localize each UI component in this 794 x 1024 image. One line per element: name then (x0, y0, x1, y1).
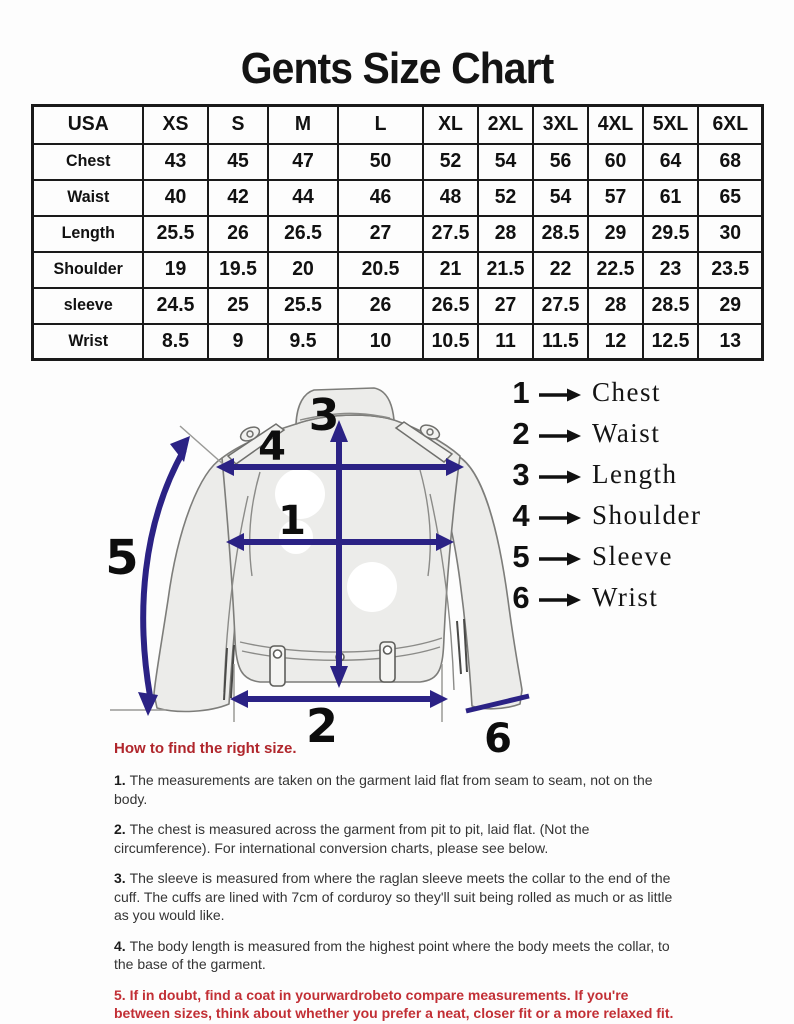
row-label: Waist (34, 180, 141, 216)
size-cell: 26.5 (423, 288, 476, 324)
size-cell: 45 (208, 144, 266, 180)
instruction-item (114, 986, 676, 1023)
size-cell: 20.5 (339, 252, 421, 288)
size-column-header: USA (34, 106, 141, 144)
size-cell: 28.5 (643, 288, 696, 324)
size-cell: 22 (533, 252, 586, 288)
size-cell: 44 (269, 180, 337, 216)
size-cell: 26 (339, 288, 421, 324)
size-cell: 61 (643, 180, 696, 216)
legend-label: Shoulder (592, 500, 702, 530)
size-column-header: 3XL (533, 106, 586, 144)
size-cell: 48 (423, 180, 476, 216)
size-column-header: M (269, 106, 337, 144)
size-cell: 57 (588, 180, 641, 216)
size-cell: 24.5 (143, 288, 206, 324)
size-column-header: 6XL (698, 106, 761, 144)
page-title: Gents Size Chart (240, 44, 554, 93)
size-cell: 30 (698, 216, 761, 252)
size-cell: 52 (423, 144, 476, 180)
right-arrow-icon (538, 510, 582, 526)
legend-label: Wrist (592, 582, 659, 612)
size-column-header: 5XL (643, 106, 696, 144)
size-cell: 28 (478, 216, 531, 252)
size-cell: 28 (588, 288, 641, 324)
instruction-number: 4. (114, 937, 130, 954)
size-cell: 64 (643, 144, 696, 180)
marker-waist: 2 (305, 699, 339, 753)
size-column-header: XS (143, 106, 206, 144)
size-cell: 50 (339, 144, 421, 180)
instructions-section (114, 740, 676, 1024)
size-cell: 25.5 (269, 288, 337, 324)
instruction-item (114, 771, 676, 808)
instruction-number: 3. (114, 870, 130, 886)
size-cell: 9 (208, 324, 266, 360)
legend-number: 1 (512, 374, 530, 410)
size-cell: 27 (339, 216, 421, 252)
instruction-text: The measurements are taken on the garment laid flat from seam to seam, not on the body. (114, 772, 653, 807)
marker-sleeve: 5 (105, 530, 139, 586)
size-table-head-row (33, 106, 763, 144)
size-cell: 42 (208, 180, 266, 216)
size-cell: 22.5 (588, 252, 641, 288)
size-cell: 60 (588, 144, 641, 180)
marker-shoulder: 4 (258, 424, 286, 470)
legend-label: Chest (592, 377, 662, 407)
size-cell: 40 (143, 180, 206, 216)
instruction-item (114, 869, 676, 925)
legend-number: 4 (512, 497, 530, 533)
table-row (33, 288, 763, 324)
legend (506, 372, 786, 618)
size-cell: 12 (588, 324, 641, 360)
size-cell: 26.5 (269, 216, 337, 252)
size-table-body (33, 144, 763, 360)
row-label: Wrist (34, 324, 141, 360)
size-cell: 28.5 (533, 216, 586, 252)
size-cell: 29.5 (643, 216, 696, 252)
size-cell: 19.5 (208, 252, 266, 288)
size-column-header: 4XL (588, 106, 641, 144)
row-label: Chest (34, 144, 141, 180)
legend-number: 3 (512, 456, 530, 492)
legend-label: Length (592, 459, 678, 489)
right-arrow-icon (538, 592, 582, 608)
size-cell: 54 (478, 144, 531, 180)
size-cell: 47 (269, 144, 337, 180)
right-arrow-icon (538, 387, 582, 403)
size-cell: 65 (698, 180, 761, 216)
legend-number: 2 (512, 415, 530, 451)
legend-item (506, 372, 786, 413)
size-cell: 27.5 (533, 288, 586, 324)
size-cell: 27 (478, 288, 531, 324)
size-cell: 68 (698, 144, 761, 180)
size-cell: 56 (533, 144, 586, 180)
legend-item (506, 413, 786, 454)
size-cell: 46 (339, 180, 421, 216)
size-column-header: XL (423, 106, 476, 144)
size-cell: 13 (698, 324, 761, 360)
marker-wrist: 6 (484, 716, 512, 756)
table-row (33, 144, 763, 180)
size-cell: 54 (533, 180, 586, 216)
size-cell: 29 (588, 216, 641, 252)
legend-number: 6 (512, 579, 530, 615)
table-row (33, 252, 763, 288)
legend-item (506, 454, 786, 495)
size-cell: 20 (269, 252, 337, 288)
size-table (31, 104, 764, 361)
size-cell: 27.5 (423, 216, 476, 252)
table-row (33, 324, 763, 360)
instruction-number: 2. (114, 821, 130, 837)
size-cell: 52 (478, 180, 531, 216)
legend-item (506, 536, 786, 577)
marker-chest: 1 (278, 498, 306, 544)
size-column-header: S (208, 106, 266, 144)
instruction-number: 5. (114, 986, 130, 1003)
size-cell: 9.5 (269, 324, 337, 360)
size-cell: 11.5 (533, 324, 586, 360)
legend-item (506, 577, 786, 618)
size-cell: 10.5 (423, 324, 476, 360)
right-arrow-icon (538, 551, 582, 567)
size-cell: 19 (143, 252, 206, 288)
legend-label: Waist (592, 418, 661, 448)
size-cell: 29 (698, 288, 761, 324)
instruction-text: The chest is measured across the garment from pit to pit, laid flat. (Not the circumference). For international conversion charts, please see below. (114, 821, 590, 856)
size-cell: 43 (143, 144, 206, 180)
size-cell: 12.5 (643, 324, 696, 360)
size-cell: 21 (423, 252, 476, 288)
size-cell: 25.5 (143, 216, 206, 252)
size-column-header: L (339, 106, 421, 144)
instruction-list (114, 771, 676, 1023)
size-cell: 10 (339, 324, 421, 360)
right-arrow-icon (538, 469, 582, 485)
instruction-text: If in doubt, find a coat in yourwardrobeto compare measurements. If you're between sizes, think about whether you prefer a neat, closer fit or a more relaxed fit. (114, 986, 674, 1021)
instruction-item (114, 937, 676, 974)
size-cell: 23.5 (698, 252, 761, 288)
row-label: sleeve (34, 288, 141, 324)
instruction-text: The body length is measured from the highest point where the body meets the collar, to the base of the garment. (114, 937, 670, 972)
row-label: Length (34, 216, 141, 252)
size-cell: 21.5 (478, 252, 531, 288)
legend-label: Sleeve (592, 541, 673, 571)
right-arrow-icon (538, 428, 582, 444)
jacket-diagram (100, 374, 530, 756)
instruction-number: 1. (114, 772, 130, 788)
legend-number: 5 (512, 538, 530, 574)
size-column-header: 2XL (478, 106, 531, 144)
size-cell: 25 (208, 288, 266, 324)
size-cell: 23 (643, 252, 696, 288)
instruction-item (114, 820, 676, 857)
instruction-text: The sleeve is measured from where the raglan sleeve meets the collar to the end of the cuff. The cuffs are lined with 7cm of corduroy so they'll suit being rolled as much or as little as you would like. (114, 870, 673, 923)
row-label: Shoulder (34, 252, 141, 288)
table-row (33, 216, 763, 252)
size-cell: 8.5 (143, 324, 206, 360)
table-row (33, 180, 763, 216)
marker-length: 3 (308, 390, 340, 441)
size-cell: 11 (478, 324, 531, 360)
legend-item (506, 495, 786, 536)
instructions-heading: How to find the right size. (114, 740, 297, 757)
size-cell: 26 (208, 216, 266, 252)
